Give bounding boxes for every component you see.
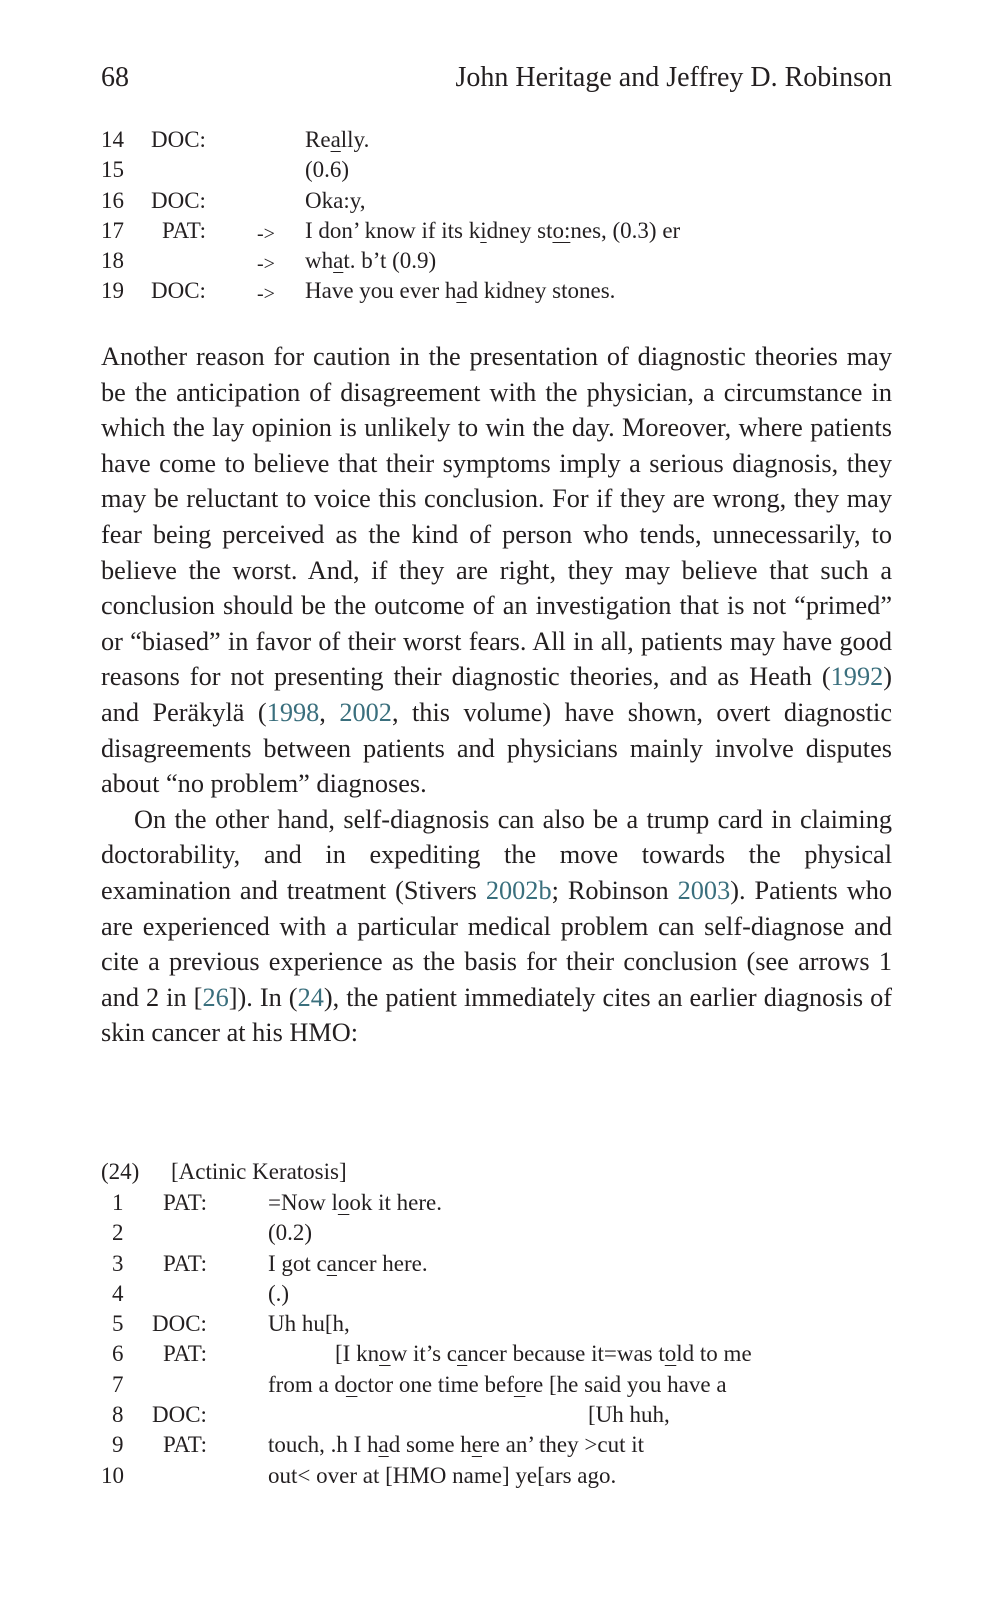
utterance-text	[305, 246, 436, 276]
speaker-label: DOC:	[151, 278, 206, 304]
utterance-text	[268, 1461, 616, 1491]
line-number: 8	[112, 1402, 124, 1428]
text-run: ok it here.	[349, 1190, 442, 1215]
speaker-label: PAT:	[163, 1341, 208, 1367]
text-run: Another reason for caution in the presentation of diagnostic theories may be the anticipation of disagreement with the physician, a circumstance in which the lay opinion is unlikely to win the day. Moreover, where patients have come to believe that their symptoms imply a serious diagnosis, they may be reluctant to voice this conclusion. For if they are wrong, they may fear being perceived as the kind of person who tends, unnecessarily, to believe the worst. And, if they are right, they may believe that such a conclusion should be the outcome of an investigation that is not “primed” or “biased” in favor of their worst fears. All in all, patients may have good reasons for not presenting their diagnostic theories, and as Heath (	[101, 342, 892, 692]
text-run: d kidney stones.	[466, 278, 616, 304]
text-run: (0.6)	[305, 157, 350, 183]
line-number: 16	[101, 187, 124, 213]
line-number: 19	[101, 278, 124, 304]
line-number: 7	[112, 1371, 124, 1397]
text-run: w it’s c	[390, 1341, 458, 1367]
body-paragraph	[101, 339, 892, 802]
line-number: 17	[101, 217, 124, 243]
utterance-text	[268, 1218, 312, 1248]
utterance-text	[305, 276, 615, 306]
line-number: 2	[112, 1220, 124, 1246]
stressed-syllable: o	[345, 1371, 358, 1397]
stressed-syllable: o	[379, 1341, 391, 1367]
stressed-syllable: o:	[552, 217, 571, 243]
citation-link: 26	[202, 982, 229, 1012]
line-number: 3	[112, 1250, 124, 1276]
text-run: ), the patient immediately cites an earlier diagnosis of skin cancer at his HMO:	[101, 982, 892, 1048]
line-number: 15	[101, 157, 124, 183]
utterance-text	[305, 125, 369, 155]
stressed-syllable: o	[513, 1371, 526, 1397]
text-run: (0.2)	[268, 1220, 313, 1246]
text-run: [Uh huh,	[588, 1402, 670, 1428]
text-run: , this volume) have shown, overt diagnostic disagreements between patients and physicians mainly involve disputes about “no problem” diagnoses.	[101, 697, 893, 799]
utterance-text	[268, 1279, 289, 1309]
running-title: John Heritage and Jeffrey D. Robinson	[455, 62, 892, 93]
body-text	[101, 339, 892, 1051]
citation-link: 24	[297, 982, 324, 1012]
stressed-syllable: o	[664, 1341, 677, 1367]
text-run: (.)	[268, 1280, 290, 1306]
text-run: ). Patients who are experienced with a particular medical problem can self-diagnose and cite a previous experience as the basis for their conclusion (see arrows 1 and 2 in [	[101, 875, 892, 1012]
text-run: [I kn	[335, 1341, 380, 1367]
utterance-text	[305, 186, 365, 216]
stressed-syllable: a	[378, 1432, 389, 1458]
utterance-text	[268, 1188, 442, 1218]
text-run: On the other hand, self-diagnosis can also be a trump card in claiming doctorability, and in expediting the move towards the physical examination and treatment (Stivers	[101, 804, 892, 905]
text-run: =Now l	[268, 1190, 338, 1215]
utterance-text	[268, 1309, 350, 1339]
speaker-label: PAT:	[163, 1190, 208, 1215]
text-run: ncer here.	[336, 1250, 428, 1276]
line-number: 6	[112, 1341, 124, 1367]
line-number: 5	[112, 1311, 124, 1337]
text-run: wh	[305, 248, 334, 274]
text-run: out< over at [HMO name] ye[ars ago.	[268, 1462, 617, 1488]
text-run: Uh hu[h,	[268, 1311, 350, 1337]
text-run: dney st	[486, 217, 553, 243]
citation-link: 2003	[677, 875, 731, 905]
text-run: ,	[319, 697, 340, 727]
text-run: ld to me	[676, 1341, 752, 1367]
speaker-label: PAT:	[162, 217, 207, 243]
line-number: 1	[112, 1190, 124, 1215]
stressed-syllable: a	[457, 1341, 468, 1367]
citation-link: 1998	[266, 697, 320, 727]
text-run: ]). In (	[228, 982, 298, 1012]
line-arrow: ->	[257, 283, 275, 306]
line-number: 10	[101, 1462, 124, 1488]
line-arrow: ->	[257, 253, 275, 276]
stressed-syllable: a	[326, 1250, 337, 1276]
line-number: 14	[101, 127, 124, 152]
text-run: lly.	[340, 127, 370, 152]
stressed-syllable: i	[480, 217, 487, 243]
page-header	[101, 62, 892, 102]
speaker-label: DOC:	[151, 187, 206, 213]
text-run: touch, .h I h	[268, 1432, 379, 1458]
text-run: nes, (0.3) er	[570, 217, 681, 243]
text-run: t. b’t (0.9)	[343, 248, 437, 274]
stressed-syllable: e	[471, 1432, 483, 1458]
text-run: I got c	[268, 1250, 327, 1276]
example-number: (24)	[101, 1159, 140, 1184]
speaker-label: DOC:	[152, 1402, 207, 1428]
citation-link: 2002b	[485, 875, 552, 905]
citation-link: 1992	[830, 662, 884, 692]
text-run: re [he said you have a	[525, 1371, 727, 1397]
stressed-syllable: a	[456, 278, 467, 304]
speaker-label: PAT:	[163, 1432, 208, 1458]
utterance-text	[335, 1339, 752, 1369]
utterance-text	[588, 1400, 670, 1430]
page-number: 68	[101, 62, 129, 93]
text-run: ) and Peräkylä (	[101, 662, 892, 727]
text-run: Have you ever h	[305, 278, 457, 304]
utterance-text	[268, 1370, 727, 1400]
text-run: d some h	[388, 1432, 472, 1458]
stressed-syllable: a	[333, 248, 344, 274]
text-run: Re	[305, 127, 331, 152]
line-arrow: ->	[257, 222, 275, 245]
utterance-text	[268, 1430, 644, 1460]
utterance-text	[268, 1249, 428, 1279]
example-title: [Actinic Keratosis]	[171, 1159, 347, 1184]
text-run: ctor one time bef	[357, 1371, 514, 1397]
text-run: re an’ they >cut it	[482, 1432, 644, 1458]
speaker-label: PAT:	[163, 1250, 208, 1276]
citation-link: 2002	[339, 697, 392, 727]
body-paragraph	[101, 802, 892, 1051]
stressed-syllable: a	[330, 127, 341, 152]
speaker-label: DOC:	[151, 127, 206, 152]
stressed-syllable: o	[337, 1190, 350, 1215]
line-number: 4	[112, 1280, 124, 1306]
text-run: ; Robinson	[551, 875, 678, 905]
text-run: ncer because it=was t	[467, 1341, 665, 1367]
speaker-label: DOC:	[152, 1311, 207, 1337]
text-run: I don’ know if its k	[305, 217, 481, 243]
text-run: Oka:y,	[305, 187, 366, 213]
utterance-text	[305, 216, 680, 246]
utterance-text	[305, 155, 349, 185]
line-number: 9	[112, 1432, 124, 1458]
line-number: 18	[101, 248, 124, 274]
text-run: from a d	[268, 1371, 346, 1397]
